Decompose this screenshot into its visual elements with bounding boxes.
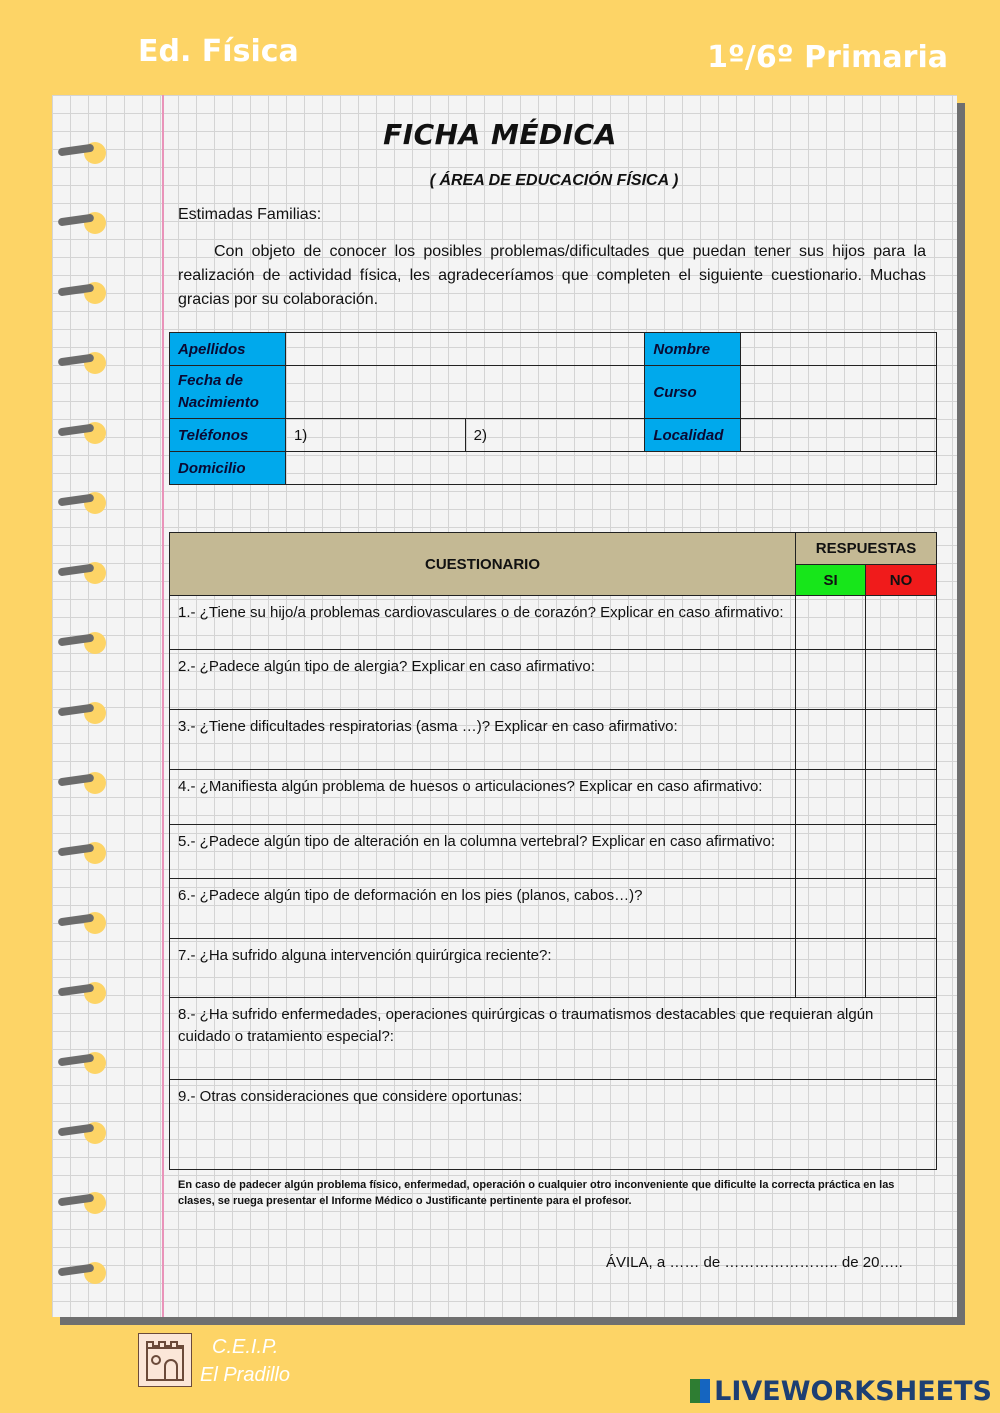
telefonos-label: Teléfonos: [170, 419, 286, 452]
ring-icon: [58, 770, 104, 796]
question-9: 9.- Otras consideraciones que considere oportunas:: [170, 1080, 937, 1170]
school-logo-icon: [138, 1333, 192, 1387]
margin-line: [162, 95, 164, 1317]
answer-si-1[interactable]: [796, 596, 866, 650]
no-header: NO: [866, 565, 937, 596]
ring-icon: [58, 980, 104, 1006]
answer-si-5[interactable]: [796, 825, 866, 879]
telefono-1-field[interactable]: 1): [285, 419, 465, 452]
grade-title: 1º/6º Primaria: [707, 40, 948, 75]
document-title: FICHA MÉDICA: [383, 118, 617, 151]
liveworksheets-text: LIVEWORKSHEETS: [714, 1376, 992, 1407]
si-header: SI: [796, 565, 866, 596]
apellidos-label: Apellidos: [170, 333, 286, 366]
ring-icon: [58, 280, 104, 306]
answer-si-6[interactable]: [796, 879, 866, 939]
curso-field[interactable]: [741, 366, 937, 419]
student-info-table: [169, 332, 937, 485]
ring-icon: [58, 350, 104, 376]
answer-no-6[interactable]: [866, 879, 937, 939]
responses-header: RESPUESTAS: [796, 533, 937, 565]
domicilio-field[interactable]: [285, 452, 936, 485]
liveworksheets-logo-icon: [690, 1379, 710, 1403]
answer-no-4[interactable]: [866, 770, 937, 825]
ring-icon: [58, 1120, 104, 1146]
document-subtitle: ( ÁREA DE EDUCACIÓN FÍSICA ): [429, 172, 679, 189]
ring-icon: [58, 1190, 104, 1216]
curso-label: Curso: [645, 366, 741, 419]
question-3: 3.- ¿Tiene dificultades respiratorias (asma …)? Explicar en caso afirmativo:: [170, 710, 796, 770]
answer-no-7[interactable]: [866, 939, 937, 998]
answer-si-2[interactable]: [796, 650, 866, 710]
school-name-line1: C.E.I.P.: [212, 1336, 279, 1358]
subject-title: Ed. Física: [138, 34, 299, 69]
medical-note: En caso de padecer algún problema físico, enfermedad, operación o cualquier otro inconveniente que dificulte la correcta práctica en las clases, se ruega presentar el Informe Médico o Justificante pertinente para el profesor.: [178, 1179, 895, 1207]
localidad-label: Localidad: [645, 419, 741, 452]
nombre-field[interactable]: [741, 333, 937, 366]
ring-icon: [58, 560, 104, 586]
ring-icon: [58, 210, 104, 236]
questionnaire-header: CUESTIONARIO: [170, 533, 796, 596]
question-2: 2.- ¿Padece algún tipo de alergia? Explicar en caso afirmativo:: [170, 650, 796, 710]
question-4: 4.- ¿Manifiesta algún problema de huesos o articulaciones? Explicar en caso afirmativo:: [170, 770, 796, 825]
question-7: 7.- ¿Ha sufrido alguna intervención quirúrgica reciente?:: [170, 939, 796, 998]
ring-icon: [58, 1050, 104, 1076]
telefono-2-field[interactable]: 2): [465, 419, 645, 452]
ring-icon: [58, 630, 104, 656]
ring-icon: [58, 840, 104, 866]
apellidos-field[interactable]: [285, 333, 644, 366]
question-1: 1.- ¿Tiene su hijo/a problemas cardiovasculares o de corazón? Explicar en caso afirmativo:: [170, 596, 796, 650]
answer-si-3[interactable]: [796, 710, 866, 770]
question-8: 8.- ¿Ha sufrido enfermedades, operaciones quirúrgicas o traumatismos destacables que requieran algún cuidado o tratamiento especial?:: [170, 998, 937, 1080]
date-line: ÁVILA, a …… de ………………….. de 20…..: [606, 1254, 903, 1271]
intro-paragraph: Con objeto de conocer los posibles problemas/dificultades que puedan tener sus hijos para la realización de actividad física, les agradeceríamos que completen el siguiente cuestionario. Muchas gracias por su colaboración.: [178, 243, 926, 308]
greeting: Estimadas Familias:: [178, 206, 322, 223]
answer-no-3[interactable]: [866, 710, 937, 770]
answer-no-2[interactable]: [866, 650, 937, 710]
question-5: 5.- ¿Padece algún tipo de alteración en la columna vertebral? Explicar en caso afirmativo:: [170, 825, 796, 879]
answer-si-4[interactable]: [796, 770, 866, 825]
questionnaire-table: [169, 532, 937, 1170]
ring-icon: [58, 910, 104, 936]
domicilio-label: Domicilio: [170, 452, 286, 485]
ring-icon: [58, 700, 104, 726]
ring-icon: [58, 420, 104, 446]
localidad-field[interactable]: [741, 419, 937, 452]
answer-no-1[interactable]: [866, 596, 937, 650]
school-name-line2: El Pradillo: [200, 1364, 291, 1386]
answer-si-7[interactable]: [796, 939, 866, 998]
ring-icon: [58, 1260, 104, 1286]
nombre-label: Nombre: [645, 333, 741, 366]
fecha-field[interactable]: [285, 366, 644, 419]
answer-no-5[interactable]: [866, 825, 937, 879]
ring-icon: [58, 490, 104, 516]
question-6: 6.- ¿Padece algún tipo de deformación en los pies (planos, cabos…)?: [170, 879, 796, 939]
liveworksheets-brand[interactable]: [690, 1376, 992, 1407]
fecha-label: Fecha de Nacimiento: [170, 366, 286, 419]
